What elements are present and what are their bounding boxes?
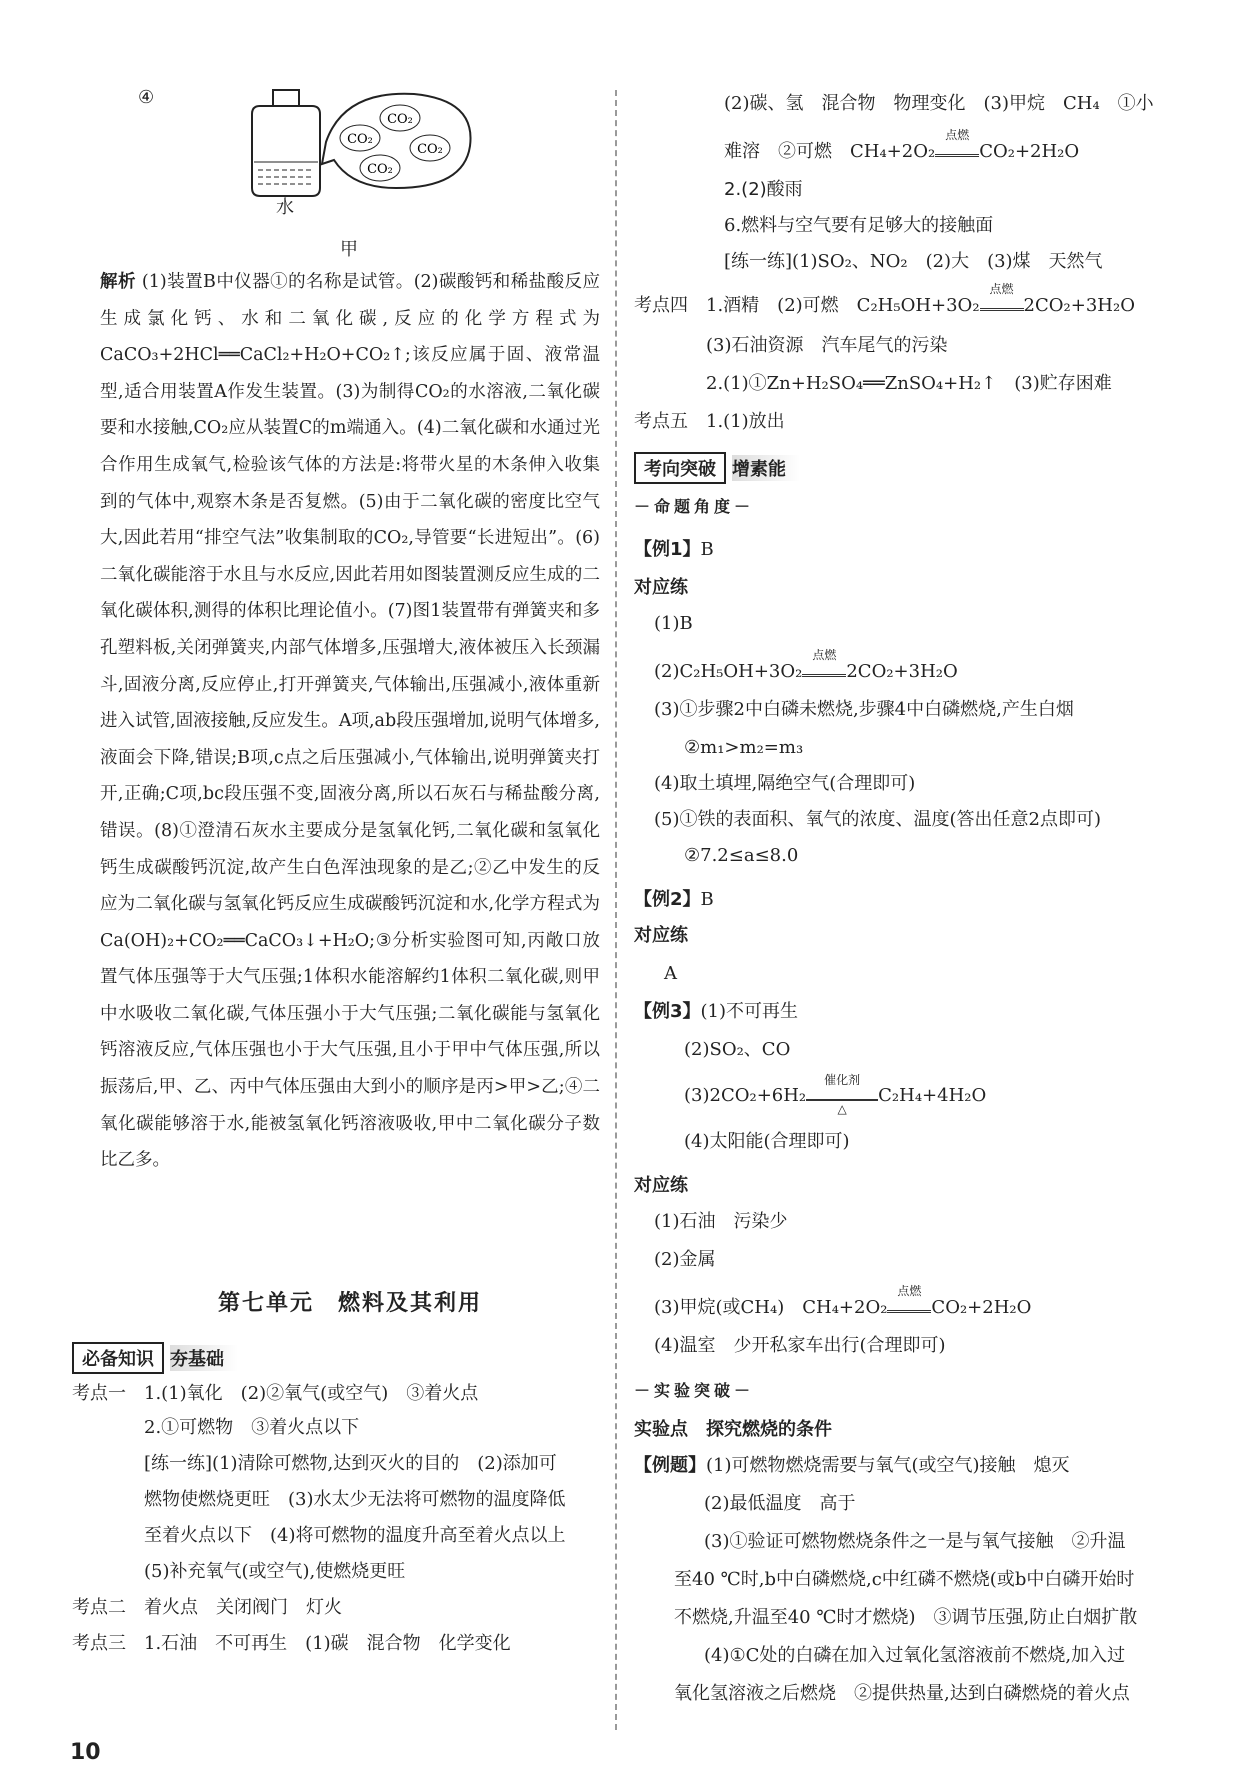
practice-label: 对应练 <box>634 577 688 598</box>
analysis-lead: 解析 <box>100 272 136 292</box>
answer-line: (2)最低温度 高于 <box>704 1493 856 1514</box>
answer-line: (1)可燃物燃烧需要与氧气(或空气)接触 熄灭 <box>706 1455 1070 1476</box>
knowledge-line: 至着火点以下 (4)将可燃物的温度升高至着火点以上 <box>72 1525 566 1546</box>
answer-line: (2)金属 <box>654 1249 716 1270</box>
equation-right: CO₂+2H₂O <box>979 141 1080 162</box>
figure-marker: ④ <box>138 87 155 108</box>
example-answer: B <box>700 889 714 910</box>
example-line <box>634 1454 1070 1478</box>
answer-line: 至40 ℃时,b中白磷燃烧,c中红磷不燃烧(或b中白磷开始时 <box>674 1569 1135 1590</box>
answer-line: 不燃烧,升温至40 ℃时才燃烧) ③调节压强,防止白烟扩散 <box>674 1607 1138 1628</box>
section-banner-basics <box>72 1342 238 1374</box>
reaction-condition <box>806 1073 878 1116</box>
practice-label: 对应练 <box>634 1175 688 1196</box>
equation-right: 2CO₂+3H₂O <box>1023 295 1135 316</box>
example-tag: 【例3】 <box>634 1001 701 1022</box>
equation-right: 2CO₂+3H₂O <box>846 661 958 682</box>
answer-line: (1)B <box>654 613 693 634</box>
molecule-label: CO₂ <box>417 142 443 157</box>
knowledge-line: 2.①可燃物 ③着火点以下 <box>72 1417 360 1438</box>
answer-line-equation <box>684 1073 987 1116</box>
bottle-figure <box>240 80 500 210</box>
analysis-text: (1)装置B中仪器①的名称是试管。(2)碳酸钙和稀盐酸反应生成氯化钙、水和二氧化碳,反应的化学方程式为CaCO₃+2HCl══CaCl₂+H₂O+CO₂↑;该反应属于固、液常温型,适合用装置A作发生装置。(3)为制得CO₂的水溶液,二氧化碳要和水接触,CO₂应从装置C的m端通入。(4)二氧化碳和水通过光合作用生成氧气,检验该气体的方法是:将带火星的木条伸入收集到的气体中,观察木条是否复燃。(5)由于二氧化碳的密度比空气大,因此若用“排空气法”收集制取的CO₂,导管要“长进短出”。(6)二氧化碳能溶于水且与水反应,因此若用如图装置测反应生成的二氧化碳体积,测得的体积比理论值小。(7)图1装置带有弹簧夹和多孔塑料板,关闭弹簧夹,内部气体增多,压强增大,液体被压入长颈漏斗,固液分离,反应停止,打开弹簧夹,气体输出,压强减小,液体重新进入试管,固液接触,反应发生。A项,ab段压强增加,说明气体增多,液面会下降,错误;B项,c点之后压强减小,气体输出,说明弹簧夹打开,正确;C项,bc段压强不变,固液分离,所以石灰石与稀盐酸分离,错误。(8)①澄清石灰水主要成分是氢氧化钙,二氧化碳和氢氧化钙生成碳酸钙沉淀,故产生白色浑浊现象的是乙;②乙中发生的反应为二氧化碳与氢氧化钙反应生成碳酸钙沉淀和水,化学方程式为Ca(OH)₂+CO₂══CaCO₃↓+H₂O;③分析实验图可知,丙敞口放置气体压强等于大气压强;1体积水能溶解约1体积二氧化碳,则甲中水吸收二氧化碳,气体压强小于大气压强;二氧化碳能与氢氧化钙溶液反应,气体压强也小于大气压强,且小于甲中气体压强,所以振荡后,甲、乙、丙中气体压强由大到小的顺序是丙>甲>乙;④二氧化碳能够溶于水,能被氢氧化钙溶液吸收,甲中二氧化碳分子数比乙多。 <box>100 272 600 1171</box>
equation-right: C₂H₄+4H₂O <box>878 1085 987 1106</box>
subheading: －命题角度－ <box>634 497 755 516</box>
example-tag: 【例题】 <box>634 1455 706 1476</box>
example-1 <box>634 538 714 562</box>
answer-line-equation <box>654 1284 1032 1320</box>
equation-left: 难溶 ②可燃 CH₄+2O₂ <box>724 141 936 162</box>
answer-line: (4)温室 少开私家车出行(合理即可) <box>654 1335 946 1356</box>
section-banner-breakthrough <box>634 452 800 484</box>
answer-line: (4)取土填埋,隔绝空气(合理即可) <box>654 773 916 794</box>
equation-left: (2)C₂H₅OH+3O₂ <box>654 661 803 682</box>
knowledge-line: 考点三 1.石油 不可再生 (1)碳 混合物 化学变化 <box>72 1633 511 1654</box>
knowledge-line: [练一练](1)清除可燃物,达到灭火的目的 (2)添加可 <box>72 1453 557 1474</box>
molecule-label: CO₂ <box>367 162 393 177</box>
answer-line: 考点五 1.(1)放出 <box>634 411 785 432</box>
answer-line: ②7.2≤a≤8.0 <box>684 845 799 866</box>
subheading: －实验突破－ <box>634 1381 755 1400</box>
answer-line: (2)SO₂、CO <box>684 1039 791 1060</box>
reaction-condition <box>935 128 979 157</box>
answer-line-equation <box>724 128 1080 164</box>
answer-line: (3)石油资源 汽车尾气的污染 <box>634 335 948 356</box>
banner-tail: 夯基础 <box>170 1345 238 1371</box>
page-number: 10 <box>70 1740 101 1765</box>
condition-text: 点燃 <box>812 648 837 662</box>
column-divider <box>615 90 617 1730</box>
answer-line: 2.(2)酸雨 <box>724 179 803 200</box>
reaction-condition <box>802 648 846 677</box>
condition-text: 点燃 <box>897 1284 922 1298</box>
answer-line: [练一练](1)SO₂、NO₂ (2)大 (3)煤 天然气 <box>724 251 1103 272</box>
experiment-title: 实验点 探究燃烧的条件 <box>634 1419 832 1440</box>
answer-line: 氧化氢溶液之后燃烧 ②提供热量,达到白磷燃烧的着火点 <box>674 1683 1130 1704</box>
answer-line: (1)不可再生 <box>700 1001 799 1022</box>
condition-text: △ <box>837 1102 847 1116</box>
knowledge-line: 考点二 着火点 关闭阀门 灯火 <box>72 1597 342 1618</box>
condition-text: 点燃 <box>945 128 970 142</box>
answer-line-equation <box>654 648 958 684</box>
example-2 <box>634 888 714 912</box>
example-answer: B <box>700 539 714 560</box>
example-tag: 【例2】 <box>634 889 701 910</box>
answer-line: (4)①C处的白磷在加入过氧化氢溶液前不燃烧,加入过 <box>704 1645 1126 1666</box>
answer-line: (4)太阳能(合理即可) <box>684 1131 850 1152</box>
condition-text: 点燃 <box>989 282 1014 296</box>
banner-tail: 增素能 <box>732 455 800 481</box>
example-tag: 【例1】 <box>634 539 701 560</box>
banner-box: 考向突破 <box>634 452 726 484</box>
example-3 <box>634 1000 798 1024</box>
molecule-label: CO₂ <box>387 112 413 127</box>
answer-line: A <box>664 963 677 984</box>
reaction-condition <box>887 1284 931 1313</box>
answer-line: (3)①验证可燃物燃烧条件之一是与氧气接触 ②升温 <box>704 1531 1126 1552</box>
answer-line: (1)石油 污染少 <box>654 1211 788 1232</box>
reaction-condition <box>980 282 1024 311</box>
equation-right: CO₂+2H₂O <box>931 1297 1032 1318</box>
equation-left: (3)甲烷(或CH₄) CH₄+2O₂ <box>654 1297 888 1318</box>
answer-line: ②m₁>m₂=m₃ <box>684 737 804 758</box>
knowledge-line: 考点一 1.(1)氧化 (2)②氧气(或空气) ③着火点 <box>72 1383 479 1404</box>
answer-line: (3)①步骤2中白磷未燃烧,步骤4中白磷燃烧,产生白烟 <box>654 699 1074 720</box>
molecule-label: CO₂ <box>347 132 373 147</box>
answer-line-equation <box>634 282 1135 318</box>
answer-line: (2)碳、氢 混合物 物理变化 (3)甲烷 CH₄ ①小 <box>724 93 1154 114</box>
knowledge-line: 燃物使燃烧更旺 (3)水太少无法将可燃物的温度降低 <box>72 1489 566 1510</box>
equation-left: 考点四 1.酒精 (2)可燃 C₂H₅OH+3O₂ <box>634 295 980 316</box>
analysis-paragraph <box>100 264 600 1179</box>
unit-title: 第七单元 燃料及其利用 <box>217 1291 482 1316</box>
practice-label: 对应练 <box>634 925 688 946</box>
condition-text: 催化剂 <box>824 1073 861 1087</box>
answer-line: 6.燃料与空气要有足够大的接触面 <box>724 215 994 236</box>
equation-left: (3)2CO₂+6H₂ <box>684 1085 807 1106</box>
banner-box: 必备知识 <box>72 1342 164 1374</box>
knowledge-line: (5)补充氧气(或空气),使燃烧更旺 <box>72 1561 406 1582</box>
answer-line: 2.(1)①Zn+H₂SO₄══ZnSO₄+H₂↑ (3)贮存困难 <box>634 373 1112 394</box>
figure-caption: 甲 <box>340 239 358 260</box>
answer-line: (5)①铁的表面积、氧气的浓度、温度(答出任意2点即可) <box>654 809 1101 830</box>
water-label: 水 <box>276 197 294 218</box>
